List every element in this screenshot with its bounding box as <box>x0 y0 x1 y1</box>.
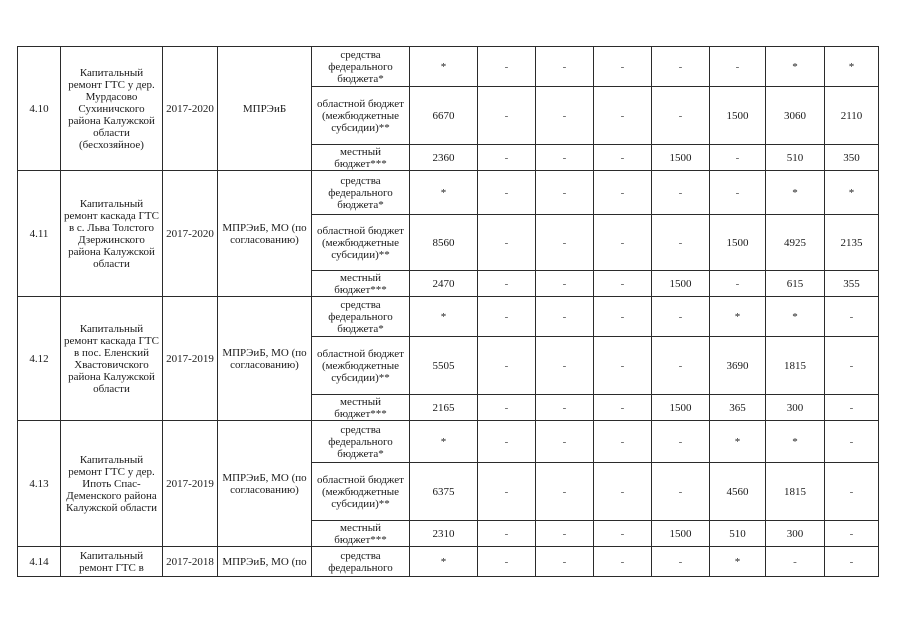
funding-year-value: - <box>536 47 594 87</box>
funding-year-value: 1500 <box>652 395 710 421</box>
funding-year-value: - <box>536 215 594 271</box>
item-number: 4.14 <box>18 547 61 577</box>
budget-table <box>17 46 879 577</box>
object-name: Капитальный ремонт каскада ГТС в пос. Еленский Хвастовичского района Калужской области <box>61 297 163 421</box>
funding-year-value: - <box>594 521 652 547</box>
funding-year-value: * <box>766 297 825 337</box>
funding-year-value: * <box>825 171 879 215</box>
funding-year-value: 510 <box>766 145 825 171</box>
funding-year-value: * <box>710 297 766 337</box>
funding-source: местный бюджет*** <box>312 521 410 547</box>
funding-year-value: - <box>478 47 536 87</box>
funding-year-value: 2110 <box>825 87 879 145</box>
funding-year-value: - <box>478 215 536 271</box>
funding-year-value: - <box>652 87 710 145</box>
funding-total: 6670 <box>410 87 478 145</box>
funding-total: 2470 <box>410 271 478 297</box>
funding-year-value: - <box>825 337 879 395</box>
funding-year-value: 4560 <box>710 463 766 521</box>
funding-year-value: - <box>478 463 536 521</box>
funding-source: средства федерального бюджета* <box>312 47 410 87</box>
funding-year-value: - <box>536 87 594 145</box>
funding-year-value: - <box>478 421 536 463</box>
funding-source: местный бюджет*** <box>312 271 410 297</box>
implementation-years: 2017-2020 <box>163 47 218 171</box>
funding-year-value: - <box>478 337 536 395</box>
funding-year-value: - <box>536 547 594 577</box>
funding-year-value: - <box>536 297 594 337</box>
funding-year-value: - <box>825 395 879 421</box>
funding-year-value: - <box>478 395 536 421</box>
funding-year-value: 1815 <box>766 463 825 521</box>
funding-total: 2165 <box>410 395 478 421</box>
executor: МПРЭиБ, МО (по согласованию) <box>218 171 312 297</box>
funding-year-value: - <box>536 421 594 463</box>
funding-year-value: 615 <box>766 271 825 297</box>
funding-year-value: - <box>594 297 652 337</box>
funding-year-value: * <box>766 421 825 463</box>
table-row <box>18 171 879 215</box>
funding-total: 6375 <box>410 463 478 521</box>
executor: МПРЭиБ, МО (по согласованию) <box>218 421 312 547</box>
funding-year-value: - <box>536 171 594 215</box>
funding-year-value: 1500 <box>652 145 710 171</box>
item-number: 4.12 <box>18 297 61 421</box>
item-number: 4.11 <box>18 171 61 297</box>
funding-total: 2310 <box>410 521 478 547</box>
funding-year-value: - <box>710 47 766 87</box>
funding-year-value: 350 <box>825 145 879 171</box>
funding-year-value: 1500 <box>652 271 710 297</box>
funding-year-value: - <box>594 47 652 87</box>
implementation-years: 2017-2020 <box>163 171 218 297</box>
funding-year-value: - <box>710 145 766 171</box>
funding-year-value: - <box>652 421 710 463</box>
funding-year-value: - <box>536 521 594 547</box>
table-row <box>18 297 879 337</box>
funding-year-value: - <box>652 215 710 271</box>
funding-year-value: - <box>594 463 652 521</box>
funding-year-value: - <box>825 463 879 521</box>
object-name: Капитальный ремонт ГТС у дер. Ипоть Спас-Деменского района Калужской области <box>61 421 163 547</box>
funding-year-value: * <box>766 171 825 215</box>
funding-year-value: - <box>766 547 825 577</box>
item-number: 4.10 <box>18 47 61 171</box>
table-row <box>18 47 879 87</box>
funding-total: * <box>410 47 478 87</box>
funding-year-value: - <box>594 271 652 297</box>
funding-year-value: 1815 <box>766 337 825 395</box>
funding-year-value: - <box>652 463 710 521</box>
funding-source: областной бюджет (межбюджетные субсидии)** <box>312 87 410 145</box>
funding-year-value: 3690 <box>710 337 766 395</box>
funding-year-value: - <box>594 395 652 421</box>
table-row <box>18 547 879 577</box>
funding-year-value: 1500 <box>710 87 766 145</box>
funding-source: областной бюджет (межбюджетные субсидии)** <box>312 337 410 395</box>
funding-year-value: - <box>478 521 536 547</box>
funding-year-value: - <box>536 337 594 395</box>
funding-year-value: * <box>825 47 879 87</box>
funding-year-value: 510 <box>710 521 766 547</box>
funding-total: 2360 <box>410 145 478 171</box>
executor: МПРЭиБ <box>218 47 312 171</box>
funding-year-value: - <box>710 171 766 215</box>
funding-year-value: - <box>594 171 652 215</box>
funding-year-value: - <box>478 171 536 215</box>
funding-year-value: - <box>536 395 594 421</box>
funding-year-value: 1500 <box>710 215 766 271</box>
funding-total: * <box>410 421 478 463</box>
funding-year-value: 300 <box>766 395 825 421</box>
funding-year-value: - <box>825 297 879 337</box>
funding-year-value: - <box>594 337 652 395</box>
funding-year-value: - <box>652 547 710 577</box>
funding-year-value: - <box>710 271 766 297</box>
funding-year-value: - <box>594 145 652 171</box>
funding-year-value: 3060 <box>766 87 825 145</box>
funding-source: областной бюджет (межбюджетные субсидии)** <box>312 215 410 271</box>
funding-year-value: 1500 <box>652 521 710 547</box>
funding-total: * <box>410 547 478 577</box>
implementation-years: 2017-2019 <box>163 297 218 421</box>
funding-year-value: * <box>710 421 766 463</box>
funding-year-value: * <box>766 47 825 87</box>
funding-year-value: - <box>652 47 710 87</box>
funding-year-value: 2135 <box>825 215 879 271</box>
funding-year-value: - <box>478 271 536 297</box>
object-name: Капитальный ремонт ГТС у дер. Мурдасово Сухиничского района Калужской области (бесхозяйное) <box>61 47 163 171</box>
funding-year-value: - <box>478 87 536 145</box>
funding-year-value: - <box>594 421 652 463</box>
funding-source: средства федерального бюджета* <box>312 297 410 337</box>
funding-year-value: - <box>478 297 536 337</box>
funding-year-value: - <box>536 145 594 171</box>
implementation-years: 2017-2018 <box>163 547 218 577</box>
table-row <box>18 421 879 463</box>
funding-source: областной бюджет (межбюджетные субсидии)** <box>312 463 410 521</box>
implementation-years: 2017-2019 <box>163 421 218 547</box>
funding-source: средства федерального бюджета* <box>312 421 410 463</box>
funding-year-value: - <box>536 463 594 521</box>
funding-total: * <box>410 297 478 337</box>
funding-year-value: - <box>825 421 879 463</box>
funding-year-value: 300 <box>766 521 825 547</box>
funding-source: средства федерального <box>312 547 410 577</box>
funding-year-value: 4925 <box>766 215 825 271</box>
funding-year-value: - <box>478 145 536 171</box>
funding-total: 8560 <box>410 215 478 271</box>
funding-source: местный бюджет*** <box>312 145 410 171</box>
funding-year-value: - <box>594 547 652 577</box>
funding-total: 5505 <box>410 337 478 395</box>
funding-source: местный бюджет*** <box>312 395 410 421</box>
funding-year-value: - <box>652 171 710 215</box>
funding-source: средства федерального бюджета* <box>312 171 410 215</box>
funding-year-value: - <box>536 271 594 297</box>
executor: МПРЭиБ, МО (по <box>218 547 312 577</box>
funding-year-value: * <box>710 547 766 577</box>
object-name: Капитальный ремонт каскада ГТС в с. Льва Толстого Дзержинского района Калужской области <box>61 171 163 297</box>
funding-year-value: - <box>825 521 879 547</box>
funding-year-value: 365 <box>710 395 766 421</box>
executor: МПРЭиБ, МО (по согласованию) <box>218 297 312 421</box>
funding-year-value: - <box>652 297 710 337</box>
item-number: 4.13 <box>18 421 61 547</box>
funding-year-value: - <box>594 215 652 271</box>
funding-total: * <box>410 171 478 215</box>
funding-year-value: - <box>825 547 879 577</box>
funding-year-value: 355 <box>825 271 879 297</box>
funding-year-value: - <box>478 547 536 577</box>
funding-year-value: - <box>652 337 710 395</box>
object-name: Капитальный ремонт ГТС в <box>61 547 163 577</box>
funding-year-value: - <box>594 87 652 145</box>
